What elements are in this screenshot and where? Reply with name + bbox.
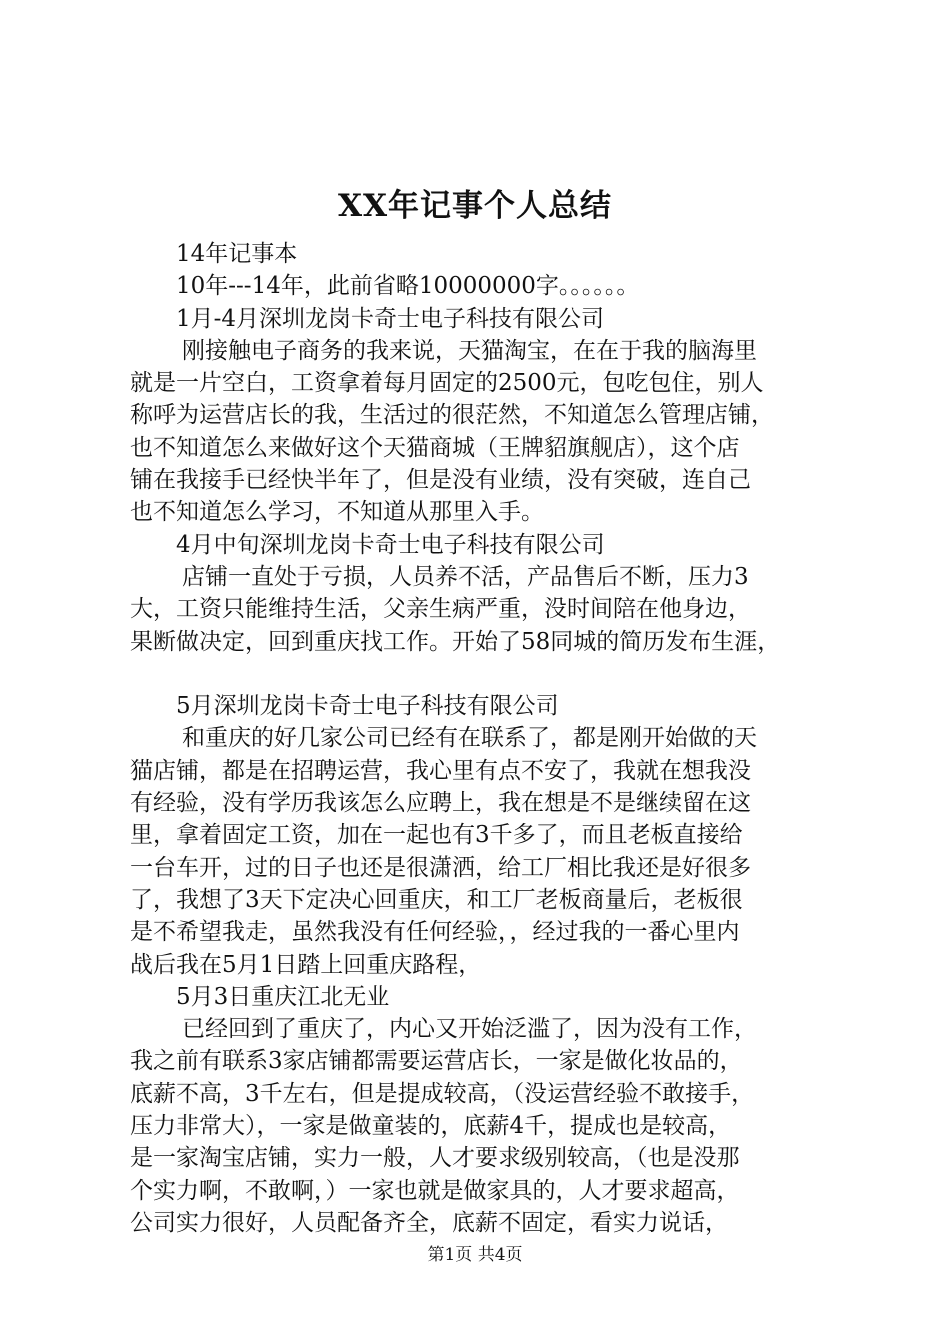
text-line: 压力非常大），一家是做童装的，底薪4千，提成也是较高，	[130, 1113, 732, 1140]
text-line: 5月深圳龙岗卡奇士电子科技有限公司	[176, 693, 559, 720]
text-line: 猫店铺，都是在招聘运营，我心里有点不安了，我就在想我没	[130, 757, 751, 784]
text-line: 有经验，没有学历我该怎么应聘上，我在想是不是继续留在这	[130, 790, 751, 817]
text-line: 也不知道怎么学习，不知道从那里入手。	[130, 499, 544, 526]
page-footer: 第1页 共4页	[427, 1245, 523, 1265]
text-line: 铺在我接手已经快半年了，但是没有业绩，没有突破，连自己	[130, 467, 751, 494]
text-line: 14年记事本	[176, 241, 298, 267]
text-line: 刚接触电子商务的我来说，天猫淘宝，在在于我的脑海里	[182, 337, 757, 364]
text-line: 已经回到了重庆了，内心又开始泛滥了，因为没有工作，	[182, 1016, 757, 1043]
text-line: 一台车开，过的日子也还是很潇洒，给工厂相比我还是好很多	[130, 854, 751, 881]
text-line: 是不希望我走，虽然我没有任何经验，，经过我的一番心里内	[130, 919, 740, 946]
blank-line	[130, 658, 835, 690]
text-line: 个实力啊，不敢啊，）一家也就是做家具的，人才要求超高，	[130, 1177, 740, 1204]
text-line: 和重庆的好几家公司已经有在联系了，都是刚开始做的天	[182, 725, 757, 752]
text-line: 里，拿着固定工资，加在一起也有3千多了，而且老板直接给	[130, 822, 743, 849]
text-line: 5月3日重庆江北无业	[176, 983, 390, 1010]
text-line: 了，我想了3天下定决心回重庆，和工厂老板商量后，老板很	[130, 886, 743, 913]
text-line: 4月中旬深圳龙岗卡奇士电子科技有限公司	[176, 531, 605, 558]
text-line: 果断做决定，回到重庆找工作。开始了58同城的简历发布生涯，	[130, 628, 781, 655]
text-line: 大，工资只能维持生活，父亲生病严重，没时间陪在他身边，	[130, 596, 751, 623]
text-line: 就是一片空白，工资拿着每月固定的2500元，包吃包住，别人	[130, 370, 764, 397]
text-line: 称呼为运营店长的我，生活过的很茫然，不知道怎么管理店铺，	[130, 402, 774, 429]
text-line: 是一家淘宝店铺，实力一般，人才要求级别较高，（也是没那	[130, 1145, 740, 1172]
text-line: 10年---14年，此前省略10000000字。。。。。。	[176, 273, 640, 300]
text-line: 店铺一直处于亏损，人员养不活，产品售后不断，压力3	[182, 563, 749, 590]
text-line: 公司实力很好，人员配备齐全，底薪不固定，看实力说话，	[130, 1209, 728, 1236]
text-line: 也不知道怎么来做好这个天猫商城（王牌貂旗舰店），这个店	[130, 434, 740, 461]
text-line: 1月-4月深圳龙岗卡奇士电子科技有限公司	[176, 305, 605, 332]
text-line: 底薪不高，3千左右，但是提成较高，（没运营经验不敢接手，	[130, 1080, 755, 1107]
text-line: 战后我在5月1日踏上回重庆路程，	[130, 951, 482, 978]
document-body	[130, 238, 835, 1239]
text-line: 我之前有联系3家店铺都需要运营店长，一家是做化妆品的，	[130, 1048, 743, 1075]
document-title: XX年记事个人总结	[337, 188, 613, 224]
